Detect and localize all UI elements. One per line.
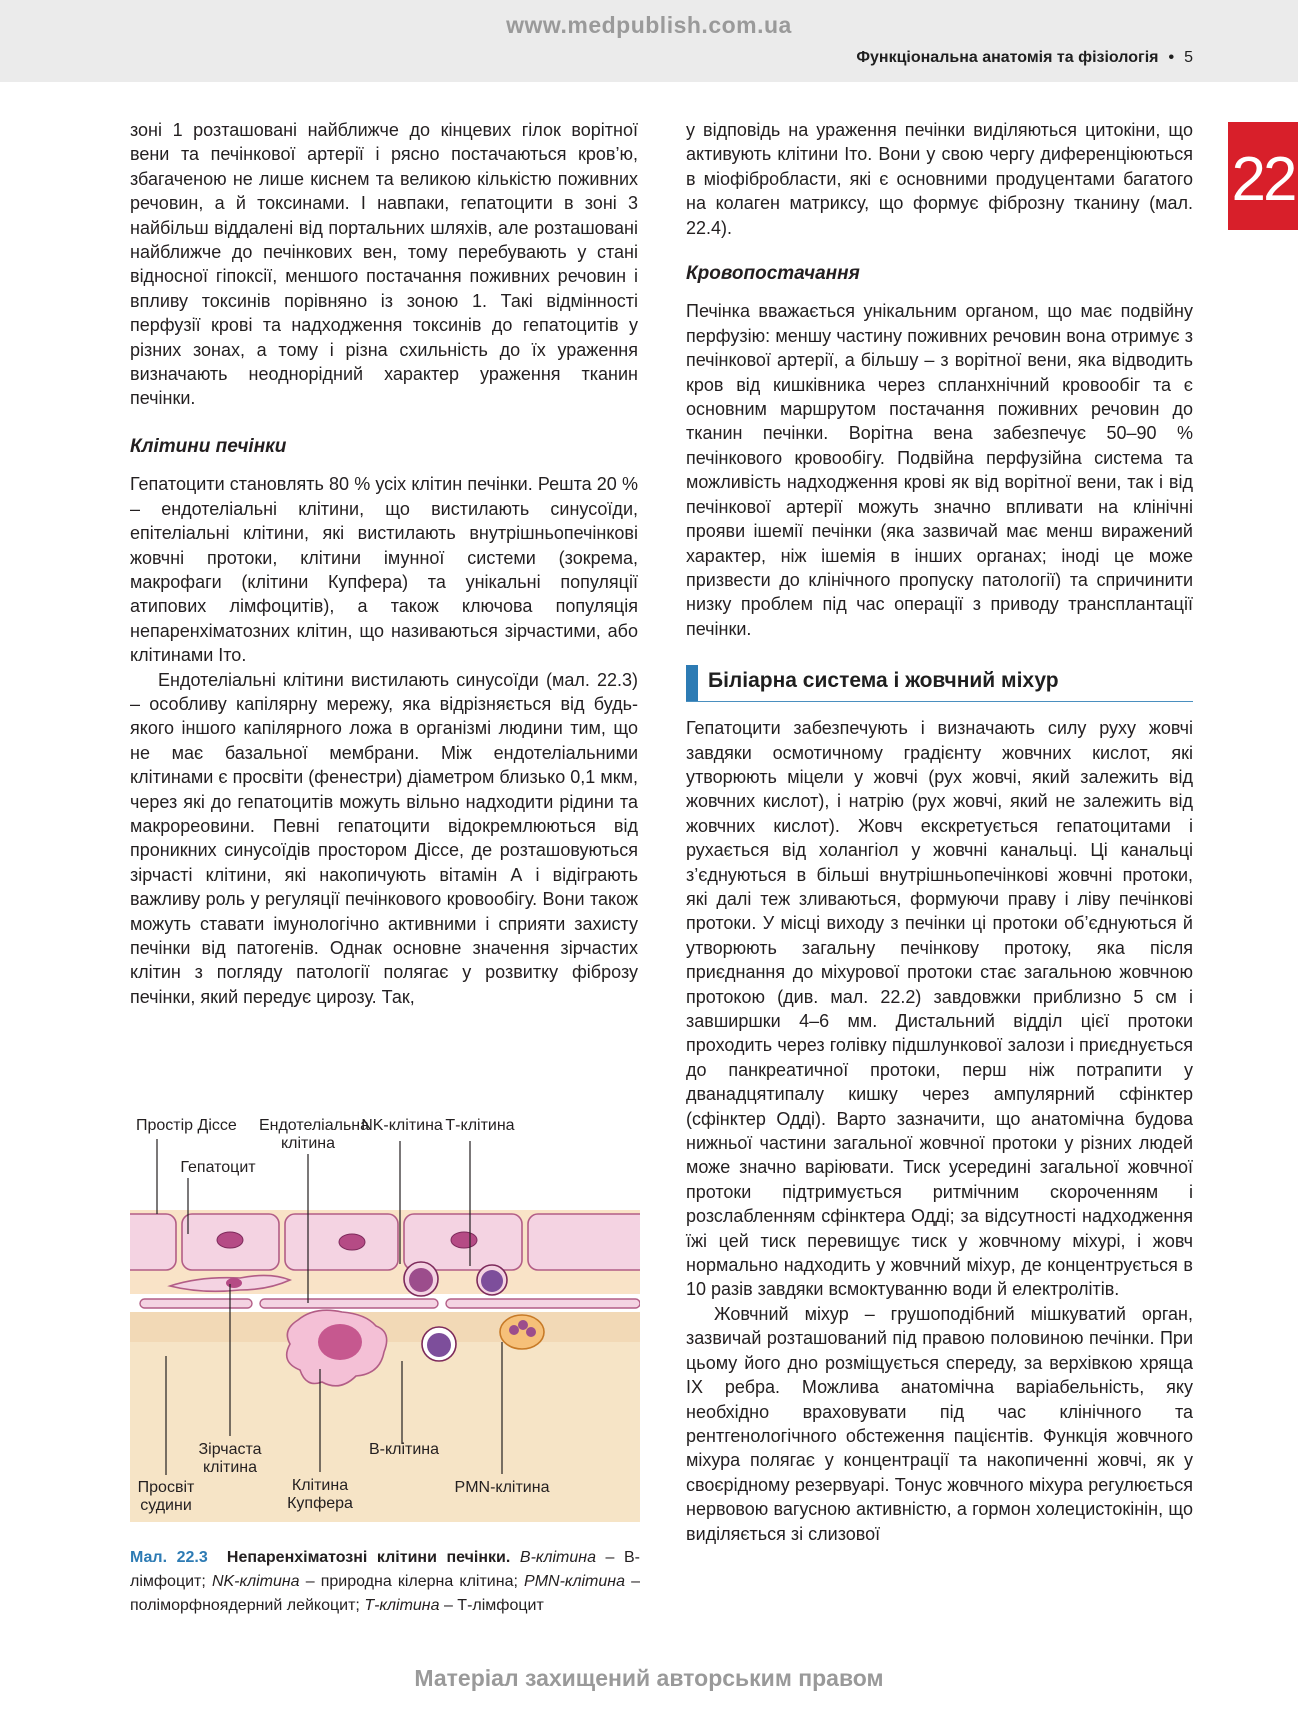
label-stellate-2: клітина bbox=[202, 1459, 258, 1476]
hepatocyte-nucleus bbox=[451, 1232, 477, 1248]
figure-illustration bbox=[130, 1106, 640, 1536]
paragraph-blood-supply: Печінка вважається унікальним органом, що має подвійну перфузію: меншу частину поживних речовин вона отримує з печінкової артерії, а більшу – з ворітної вени, яка відводить кров від кишківника через спланхнічний кровообіг та є основним маршрутом постачання поживних речовин до тканин печінки. Ворітна вена забезпечує 50–90 % печінкового кровообігу. Подвійна перфузійна система та можливість надходження крові як від ворітної вени, так і від печінкової артерії можуть значно впливати на клінічні прояви ішемії печінки (яка зазвичай має менш виражений характер, ніж ішемія в інших органах; іноді це може призвести до клінічного пропуску патології) та спричинити низку проблем під час операції з приводу трансплантації печінки. bbox=[686, 301, 1193, 639]
section-title: Біліарна система і жовчний міхур bbox=[708, 669, 1059, 693]
paragraph-cells-2: Ендотеліальні клітини вистилають синусоїди (мал. 22.3) – особливу капілярну мережу, яка відрізняється від будь-якого іншого капілярного ложа в організмі людини тим, що не має базальної мембрани. Між ендотеліальними клітинами є просвіти (фенестри) діаметром близько 0,1 мкм, через які до гепатоцитів можуть вільно надходити рідини та макрореовини. Певні гепатоцити відокремлюються від проникних синусоїдів простором Діссе, де розташовуються зірчасті клітини, які накопичують вітамін А і відіграють важливу роль у регуляції печінкового кровообігу. Вони також можуть ставати імунологічно активними і сприяти захисту печінки від патогенів. Однак основне значення зірчастих клітин з погляду патології полягає у розвитку фіброзу печінки, який передує цирозу. Так, bbox=[130, 669, 638, 1007]
label-kupffer-1: Клітина bbox=[291, 1477, 349, 1494]
chapter-tab bbox=[1228, 122, 1298, 230]
site-url: www.medpublish.com.ua bbox=[506, 12, 792, 38]
kupffer-nucleus bbox=[318, 1324, 362, 1360]
label-t-cell: Т-клітина bbox=[445, 1117, 515, 1134]
label-lumen-2: судини bbox=[140, 1497, 192, 1514]
hepatocyte-nucleus bbox=[339, 1234, 365, 1250]
term-nk-cell: NK-клітина bbox=[211, 1573, 300, 1590]
paragraph-cytokines: у відповідь на ураження печінки виділяються цитокіни, що активують клітини Іто. Вони у свою чергу диференціюються в міофібробласти, які є основними продуцентами багатого на колаген матриксу, що формує фіброзну тканину (мал. 22.4). bbox=[686, 120, 1193, 238]
label-endothelial-2: клітина bbox=[280, 1135, 336, 1152]
page-header bbox=[0, 0, 1298, 82]
bullet: • bbox=[1168, 49, 1175, 66]
term-t-cell: Т-клітина bbox=[364, 1597, 440, 1614]
hepatocyte-nucleus bbox=[217, 1232, 243, 1248]
term-pmn-cell: PMN-клітина bbox=[524, 1573, 625, 1590]
label-hepatocyte: Гепатоцит bbox=[180, 1159, 256, 1176]
hepatocyte-shape bbox=[130, 1214, 176, 1270]
label-stellate-1: Зірчаста bbox=[198, 1441, 262, 1458]
nk-cell-nucleus bbox=[409, 1268, 433, 1292]
paragraph-bile-1: Гепатоцити забезпечують і визначають силу руху жовчі завдяки осмотичному градієнту жовчних кислот, які утворюють міцели у жовчі (рух жовчі, який залежить від жовчних кислот), і натрію (рух жовчі, який не залежить від жовчних кислот). Жовч екскретується гепатоцитами і рухається від холангіол у жовчні канальці. Ці канальці з’єднуються в більші внутрішньопечінкові жовчні протоки, які далі теж зливаються, формуючи праву і ліву печінкові протоки. У місці виходу з печінки ці протоки об’єднуються й утворюють загальну печінкову протоку, яка після приєднання до міхурової протоки стає загальною жовчною протокою (див. мал. 22.2) завдовжки приблизно 5 см і завширшки 4–6 мм. Дистальний відділ цієї протоки проходить через голівку підшлункової залози і приєднується до панкреатичної протоки, перш ніж потрапити у дванадцятипалу кишку через ампулярний сфінктер (сфінктер Одді). Варто зазначити, що анатомічна будова нижньої частини загальної жовчної протоки у різних людей може значно варіювати. Тиск усередині загальної жовчної протоки підтримується ритмічним скороченням і розслабленням сфінктера Одді; за відсутності надходження їжі цей тиск перевищує тиск у жовчному міхурі, і жовч нормально надходить у жовчний міхур, де концентрується в 10 разів завдяки всмоктуванню води й електролітів. bbox=[686, 718, 1193, 1300]
copyright-footer: Матеріал захищений авторським правом bbox=[414, 1665, 884, 1691]
endothelial-cell-shape bbox=[140, 1299, 252, 1308]
running-head bbox=[856, 49, 1193, 67]
figure-number: Мал. 22.3 bbox=[130, 1549, 208, 1566]
hepatocyte-shape bbox=[528, 1214, 640, 1270]
b-cell-nucleus bbox=[427, 1333, 451, 1357]
label-kupffer-2: Купфера bbox=[287, 1495, 353, 1512]
stellate-nucleus bbox=[226, 1278, 242, 1288]
label-nk-cell: NK-клітина bbox=[361, 1117, 443, 1134]
pmn-cell-shape bbox=[500, 1315, 544, 1349]
paragraph-zones: зоні 1 розташовані найближче до кінцевих гілок ворітної вени та печінкової артерії і рясно постачаються кров’ю, збагаченою не лише киснем та великою кількістю поживних речовин, а й токсинами. І навпаки, гепатоцити в зоні 3 найбільш віддалені від портальних шляхів, але розташовані найближче до печінкових вен, тому перебувають у стані відносної гіпоксії, меншого постачання поживних речовин і впливу токсинів порівняно із зоною 1. Такі відмінності перфузії крові та надходження токсинів до гепатоцитів у різних зонах, а тому і різна схильність до їх ураження визначають неоднорідний характер ураження тканин печінки. bbox=[130, 120, 638, 409]
label-pmn-cell: PMN-клітина bbox=[454, 1479, 550, 1496]
running-title: Функціональна анатомія та фізіологія bbox=[856, 49, 1159, 66]
paragraph-cells-1: Гепатоцити становлять 80 % усіх клітин печінки. Решта 20 % – ендотеліальні клітини, що вистилають синусоїди, епітеліальні клітини, які вистилають внутрішньопечінкові жовчні протоки, клітини імунної системи (зокрема, макрофаги (клітини Купфера) та унікальні популяції атипових лімфоцитів), а також ключова популяція непаренхіматозних клітин, що називаються зірчастими, або клітинами Іто. bbox=[130, 474, 638, 666]
t-cell-nucleus bbox=[481, 1270, 503, 1292]
section-marker bbox=[686, 665, 698, 701]
page-number: 5 bbox=[1184, 49, 1193, 66]
endothelial-cell-shape bbox=[260, 1299, 438, 1308]
endothelial-cell-shape bbox=[446, 1299, 640, 1308]
label-disse-space: Простір Діссе bbox=[136, 1117, 237, 1134]
term-b-cell: В-клітина bbox=[519, 1549, 596, 1566]
heading-blood-supply: Кровопостачання bbox=[686, 263, 860, 285]
heading-liver-cells: Клітини печінки bbox=[130, 435, 287, 457]
figure-caption: Мал. 22.3 Непаренхіматозні клітини печінки. В-клітина – В-лімфоцит; NK-клітина – природна кілерна клітина; PMN-клітина – поліморфноядерний лейкоцит; Т-клітина – Т-лімфоцит bbox=[130, 1549, 641, 1614]
paragraph-bile-2: Жовчний міхур – грушоподібний мішкуватий орган, зазвичай розташований під правою половиною печінки. При цьому його дно розміщується спереду, за верхівкою хряща IX ребра. Можлива анатомічна варіабельність, яку необхідно враховувати під час клінічного та рентгенологічного обстеження пацієнтів. Функція жовчного міхура полягає у концентрації та накопиченні жовчі, як у своєрідному резервуарі. Тонус жовчного міхура регулюється нервовою вагусною активністю, а гормон холецистокінін, що виділяється зі слизової bbox=[686, 1303, 1193, 1544]
chapter-number: 22 bbox=[1231, 145, 1295, 214]
label-endothelial-1: Ендотеліальна bbox=[258, 1117, 370, 1134]
figure-liver-cells bbox=[130, 1106, 640, 1536]
label-b-cell: В-клітина bbox=[368, 1441, 440, 1458]
left-column bbox=[130, 118, 638, 1009]
label-lumen-1: Просвіт bbox=[137, 1479, 195, 1496]
section-heading bbox=[686, 663, 1193, 702]
right-column bbox=[686, 118, 1193, 1546]
figure-title: Непаренхіматозні клітини печінки. bbox=[226, 1549, 511, 1566]
